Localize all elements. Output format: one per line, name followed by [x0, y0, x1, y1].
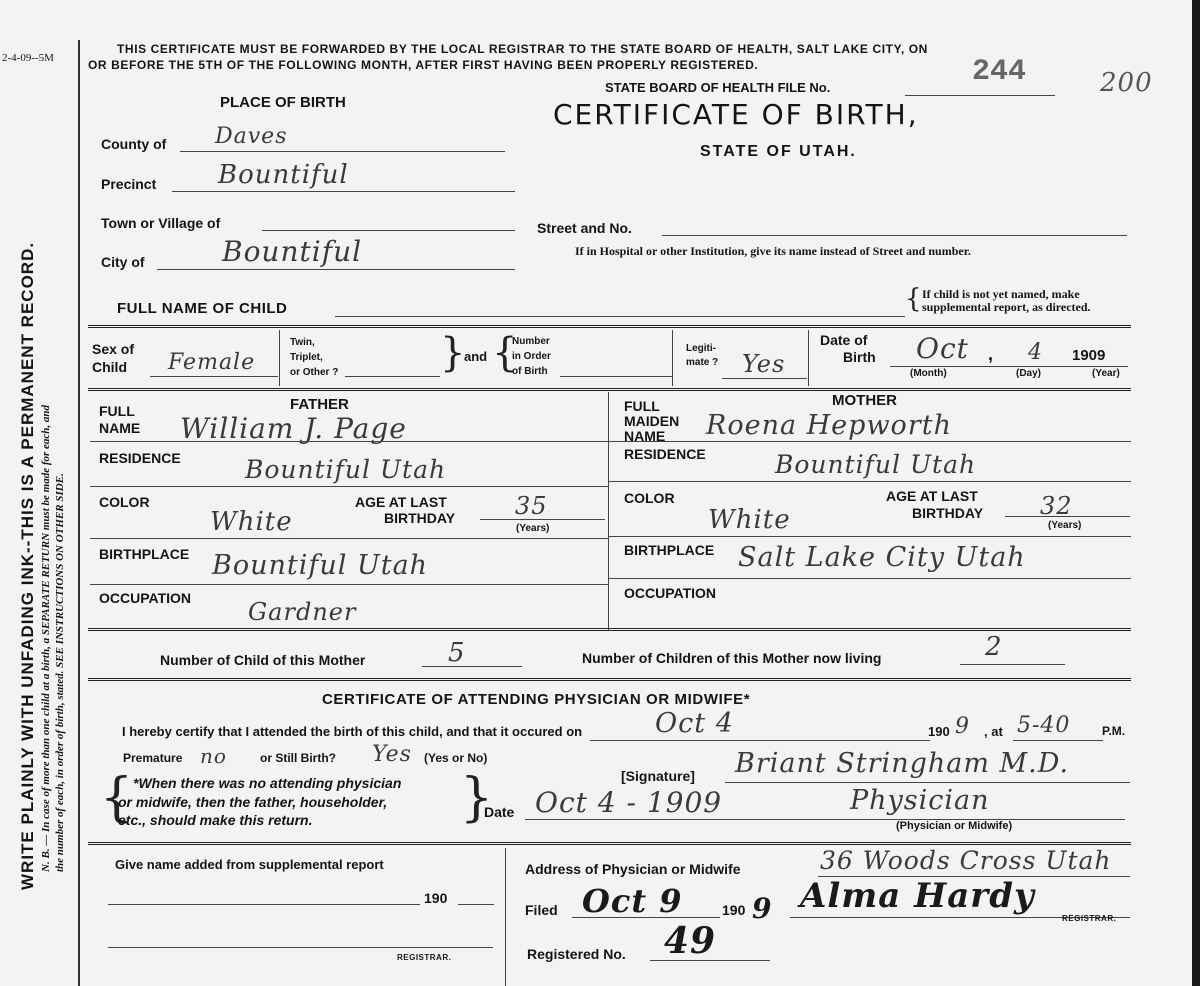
- certificate-title: CERTIFICATE OF BIRTH,: [553, 98, 919, 131]
- filed-year-printed: 190: [722, 902, 746, 918]
- city-label: City of: [101, 254, 145, 270]
- premature-value: no: [200, 744, 227, 768]
- living-label: Number of Children of this Mother now living: [582, 650, 882, 666]
- filed-year-digit: 9: [752, 892, 773, 925]
- sex-label-1: Sex of: [92, 341, 135, 357]
- mother-full-label-2: MAIDEN: [624, 413, 680, 429]
- at-label: , at: [984, 724, 1003, 739]
- town-label: Town or Village of: [101, 215, 221, 231]
- mother-birthplace: Salt Lake City Utah: [738, 542, 1026, 573]
- date-label-2: Birth: [843, 349, 876, 365]
- birth-year: 1909: [1072, 347, 1106, 364]
- father-color: White: [210, 507, 293, 537]
- name-note-1: If child is not yet named, make: [922, 287, 1080, 301]
- sex-value: Female: [168, 350, 256, 375]
- vertical-note-2: the number of each, in order of birth, stated. SEE INSTRUCTIONS ON OTHER SIDE.: [54, 473, 66, 872]
- day-caption: (Day): [1016, 368, 1042, 379]
- notice-line-1: THIS CERTIFICATE MUST BE FORWARDED BY THE LOCAL REGISTRAR TO THE STATE BOARD OF HEALTH, SALT LAKE CITY, ON: [117, 42, 928, 56]
- occurrence-time: 5-40: [1017, 713, 1071, 738]
- note-line-1: *When there was no attending physician: [133, 775, 402, 791]
- father-age-label-1: AGE AT LAST: [355, 494, 447, 510]
- father-years-caption: (Years): [516, 523, 550, 534]
- birth-certificate: 2-4-09--5M WRITE PLAINLY WITH UNFADING INK--THIS IS A PERMANENT RECORD. N. B. — In case of more than one child at a birth, a SEPARATE RETURN must be made for each, and the number of each, in order of birth, stated. SEE INSTRUCTIONS ON OTHER SIDE. THIS CERTIFICATE MUST BE FORWARDED BY THE LOCAL REGISTRAR TO THE STATE BOARD OF HEALTH, SALT LAKE CITY, ON OR BEFORE THE 5TH OF THE FOLLOWING MONTH, AFTER FIRST HAVING BEEN PROPERLY REGISTERED. STATE BOARD OF HEALTH FILE No. 244 200 CERTIFICATE OF BIRTH, STATE OF UTAH. PLACE OF BIRTH County of Daves Precinct Bountiful Town or Village of City of Bountiful Street and No. If in Hospital or other Institution, give its name instead of Street and number. FULL NAME OF CHILD { If child is not yet named, make supplemental report, as directed. Sex of Child Female Twin, Triplet, or Other ? } and { Number in Order of Birth Legiti- mate ? Yes Date of Birth Oct , 4 1909 (Month) (Day) (Year) FATHER FULL NAME William J. Page RESIDENCE Bountiful Utah COLOR White AGE AT LAST BIRTHDAY 35 (Years) BIRTHPLACE Bountiful Utah OCCUPATION Gardner MOTHER FULL MAIDEN NAME Roena Hepworth RESIDENCE Bountiful Utah COLOR White AGE AT LAST BIRTHDAY 32 (Years) BIRTHPLACE Salt Lake City Utah OCCUPATION Number of Child of this Mother 5 Number of Children of this Mother now living 2 CERTIFICATE OF ATTENDING PHYSICIAN OR MIDWIFE* I hereby certify that I attended the birth of this child, and that it occured on Oct 4 190 9 , at 5-40 P.M. Premature no or Still Birth? Yes (Yes or No) { *When there was no attending physician or midwife, then the father, householder, etc., should make this return. } [Signature] Briant Stringham M.D. Date Oct 4 - 1909 Physician (Physician or Midwife) Give name added from supplemental report 190 REGISTRAR. Address of Physician or Midwife 36 Woods Cross Utah Filed Oct 9 190 9 Alma Hardy REGISTRAR. Registered No. 49: [0, 0, 1192, 986]
- living-number: 2: [985, 632, 1003, 662]
- birth-month: Oct: [916, 332, 969, 365]
- sex-label-2: Child: [92, 359, 127, 375]
- filed-label: Filed: [525, 902, 558, 918]
- registered-number: 49: [664, 920, 717, 962]
- city-value: Bountiful: [222, 235, 363, 268]
- file-number: 244: [972, 55, 1027, 89]
- order-label-2: in Order: [512, 351, 551, 362]
- certify-text: I hereby certify that I attended the birth of this child, and that it occured on: [122, 724, 583, 739]
- date-label: Date: [484, 804, 515, 820]
- full-name-child-label: FULL NAME OF CHILD: [117, 300, 288, 317]
- file-number-label: STATE BOARD OF HEALTH FILE No.: [605, 80, 831, 95]
- file-extra-number: 200: [1100, 68, 1153, 98]
- certificate-subtitle: STATE OF UTAH.: [700, 143, 857, 160]
- notice-line-2: OR BEFORE THE 5TH OF THE FOLLOWING MONTH, AFTER FIRST HAVING BEEN PROPERLY REGISTERED.: [88, 58, 759, 72]
- left-margin-rule: [78, 40, 80, 986]
- father-age: 35: [515, 492, 548, 520]
- twin-label-3: or Other ?: [290, 367, 339, 378]
- and-label: and: [464, 349, 488, 364]
- month-caption: (Month): [910, 368, 947, 379]
- name-note-2: supplemental report, as directed.: [922, 300, 1091, 314]
- legit-label-2: mate ?: [686, 357, 719, 368]
- twin-label-2: Triplet,: [290, 352, 323, 363]
- note-line-3: etc., should make this return.: [118, 812, 313, 828]
- father-occupation-label: OCCUPATION: [99, 590, 192, 606]
- county-value: Daves: [215, 124, 288, 149]
- precinct-value: Bountiful: [218, 160, 349, 190]
- vertical-note-1: N. B. — In case of more than one child at a birth, a SEPARATE RETURN must be made for each, and: [40, 404, 52, 872]
- twin-label-1: Twin,: [290, 337, 315, 348]
- registrar-caption: REGISTRAR.: [1062, 914, 1117, 923]
- hospital-note: If in Hospital or other Institution, give its name instead of Street and number.: [575, 244, 971, 258]
- father-birthplace: Bountiful Utah: [212, 550, 429, 581]
- father-residence-label: RESIDENCE: [99, 450, 181, 466]
- mother-full-label-1: FULL: [624, 398, 660, 414]
- father-color-label: COLOR: [99, 494, 150, 510]
- occurrence-date: Oct 4: [655, 708, 734, 739]
- yes-no-caption: (Yes or No): [424, 751, 488, 765]
- signature-label: [Signature]: [621, 768, 695, 784]
- physician-title: Physician: [850, 785, 990, 816]
- birth-day: 4: [1028, 340, 1043, 365]
- vertical-warning: WRITE PLAINLY WITH UNFADING INK--THIS IS A PERMANENT RECORD.: [18, 241, 37, 890]
- occurrence-year-digit: 9: [955, 714, 970, 739]
- mother-age-label-1: AGE AT LAST: [886, 488, 978, 504]
- order-label-3: of Birth: [512, 366, 548, 377]
- physician-heading: CERTIFICATE OF ATTENDING PHYSICIAN OR MIDWIFE*: [322, 691, 751, 708]
- father-birthplace-label: BIRTHPLACE: [99, 546, 190, 562]
- title-caption: (Physician or Midwife): [896, 820, 1013, 832]
- mother-years-caption: (Years): [1048, 520, 1082, 531]
- supplemental-label: Give name added from supplemental report: [115, 857, 384, 872]
- date-label-1: Date of: [820, 332, 868, 348]
- father-age-label-2: BIRTHDAY: [384, 510, 456, 526]
- mother-color: White: [708, 505, 791, 535]
- mother-residence-label: RESIDENCE: [624, 446, 706, 462]
- mother-occupation-label: OCCUPATION: [624, 585, 717, 601]
- mother-full-label-3: NAME: [624, 428, 666, 444]
- father-residence: Bountiful Utah: [245, 455, 447, 484]
- county-label: County of: [101, 136, 167, 152]
- father-occupation: Gardner: [248, 598, 357, 626]
- pm-label: P.M.: [1102, 724, 1126, 738]
- mother-color-label: COLOR: [624, 490, 675, 506]
- father-heading: FATHER: [290, 396, 349, 413]
- physician-address: 36 Woods Cross Utah: [820, 846, 1112, 875]
- child-number: 5: [448, 638, 466, 668]
- premature-label: Premature: [123, 751, 183, 765]
- mother-name: Roena Hepworth: [706, 410, 952, 441]
- occurrence-year-printed: 190: [928, 724, 950, 739]
- note-line-2: or midwife, then the father, householder,: [118, 794, 388, 810]
- filed-date: Oct 9: [582, 882, 683, 920]
- still-birth-value: Yes: [372, 742, 412, 767]
- physician-signature: Briant Stringham M.D.: [735, 748, 1070, 779]
- registered-label: Registered No.: [527, 946, 626, 962]
- legit-label-1: Legiti-: [686, 343, 716, 354]
- father-full-label-1: FULL: [99, 403, 135, 419]
- mother-heading: MOTHER: [832, 392, 897, 409]
- place-heading: PLACE OF BIRTH: [220, 94, 346, 111]
- precinct-label: Precinct: [101, 176, 157, 192]
- mother-residence: Bountiful Utah: [775, 450, 977, 479]
- legit-value: Yes: [742, 350, 786, 378]
- supplemental-year: 190: [424, 890, 448, 906]
- mother-birthplace-label: BIRTHPLACE: [624, 542, 715, 558]
- address-label: Address of Physician or Midwife: [525, 861, 741, 877]
- father-full-label-2: NAME: [99, 420, 141, 436]
- supplemental-registrar: REGISTRAR.: [397, 953, 452, 962]
- form-code: 2-4-09--5M: [2, 52, 54, 64]
- registrar-signature: Alma Hardy: [800, 876, 1035, 916]
- child-number-label: Number of Child of this Mother: [160, 652, 366, 668]
- order-label-1: Number: [512, 336, 550, 347]
- street-label: Street and No.: [537, 220, 632, 236]
- signature-date: Oct 4 - 1909: [535, 786, 723, 819]
- mother-age-label-2: BIRTHDAY: [912, 505, 984, 521]
- still-birth-label: or Still Birth?: [260, 751, 336, 765]
- year-caption: (Year): [1092, 368, 1120, 379]
- mother-age: 32: [1040, 492, 1073, 520]
- father-name: William J. Page: [180, 412, 407, 445]
